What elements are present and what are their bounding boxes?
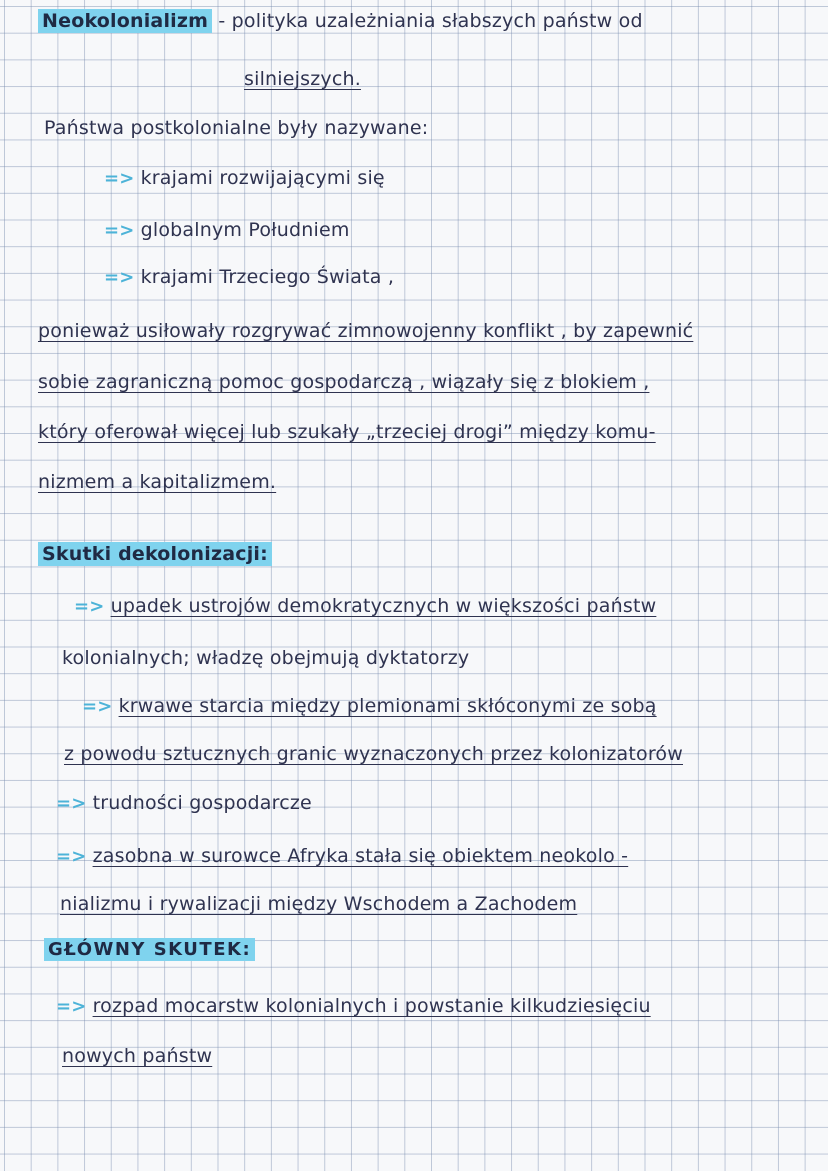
effect-2-line-2: z powodu sztucznych granic wyznaczonych przez kolonizatorów <box>64 743 683 765</box>
names-item-label: krajami Trzeciego Świata , <box>140 266 395 288</box>
effect-3 <box>56 792 312 814</box>
main-effect-heading-text: GŁÓWNY SKUTEK: <box>44 938 255 961</box>
effect-1-line-1 <box>74 595 656 617</box>
arrow-icon: => <box>104 220 135 241</box>
effect-4-line-1 <box>56 845 628 867</box>
names-item-label: krajami rozwijającymi się <box>140 167 385 189</box>
arrow-icon: => <box>74 596 105 617</box>
main-effect-line-1 <box>56 995 651 1017</box>
intro-text: Państwa postkolonialne były nazywane: <box>44 117 429 139</box>
definition-text-1: - polityka uzależniania słabszych państw od <box>212 10 643 32</box>
arrow-icon: => <box>104 267 135 288</box>
definition-term: Neokolonializm <box>38 9 212 33</box>
arrow-icon: => <box>56 793 87 814</box>
definition-text-2: silniejszych. <box>244 68 361 90</box>
names-item-3 <box>104 266 394 288</box>
effects-heading <box>38 543 272 565</box>
reason-line-2: sobie zagraniczną pomoc gospodarczą , wiązały się z blokiem , <box>38 371 650 393</box>
arrow-icon: => <box>104 168 135 189</box>
effect-text: krwawe starcia między plemionami skłóconymi ze sobą <box>118 695 657 717</box>
effects-heading-text: Skutki dekolonizacji: <box>38 542 272 566</box>
arrow-icon: => <box>82 696 113 717</box>
effect-text: trudności gospodarcze <box>92 792 312 814</box>
main-effect-line-2: nowych państw <box>62 1045 213 1067</box>
effect-1-line-2: kolonialnych; władzę obejmują dyktatorzy <box>62 647 470 669</box>
effect-2-line-1 <box>82 695 657 717</box>
reason-line-1: ponieważ usiłowały rozgrywać zimnowojenny konflikt , by zapewnić <box>38 320 694 342</box>
reason-line-4: nizmem a kapitalizmem. <box>38 471 277 493</box>
effect-text: zasobna w surowce Afryka stała się obiektem neokolo - <box>92 845 629 867</box>
arrow-icon: => <box>56 996 87 1017</box>
main-effect-text: rozpad mocarstw kolonialnych i powstanie kilkudziesięciu <box>92 995 651 1017</box>
names-item-2 <box>104 219 350 241</box>
names-item-label: globalnym Południem <box>140 219 350 241</box>
arrow-icon: => <box>56 846 87 867</box>
reason-line-3: który oferował więcej lub szukały „trzeciej drogi” między komu- <box>38 421 656 443</box>
effect-text: upadek ustrojów demokratycznych w większości państw <box>110 595 657 617</box>
names-item-1 <box>104 167 385 189</box>
main-effect-heading <box>44 938 255 960</box>
effect-4-line-2: nializmu i rywalizacji między Wschodem a Zachodem <box>60 893 578 915</box>
definition-line-1 <box>38 10 643 32</box>
